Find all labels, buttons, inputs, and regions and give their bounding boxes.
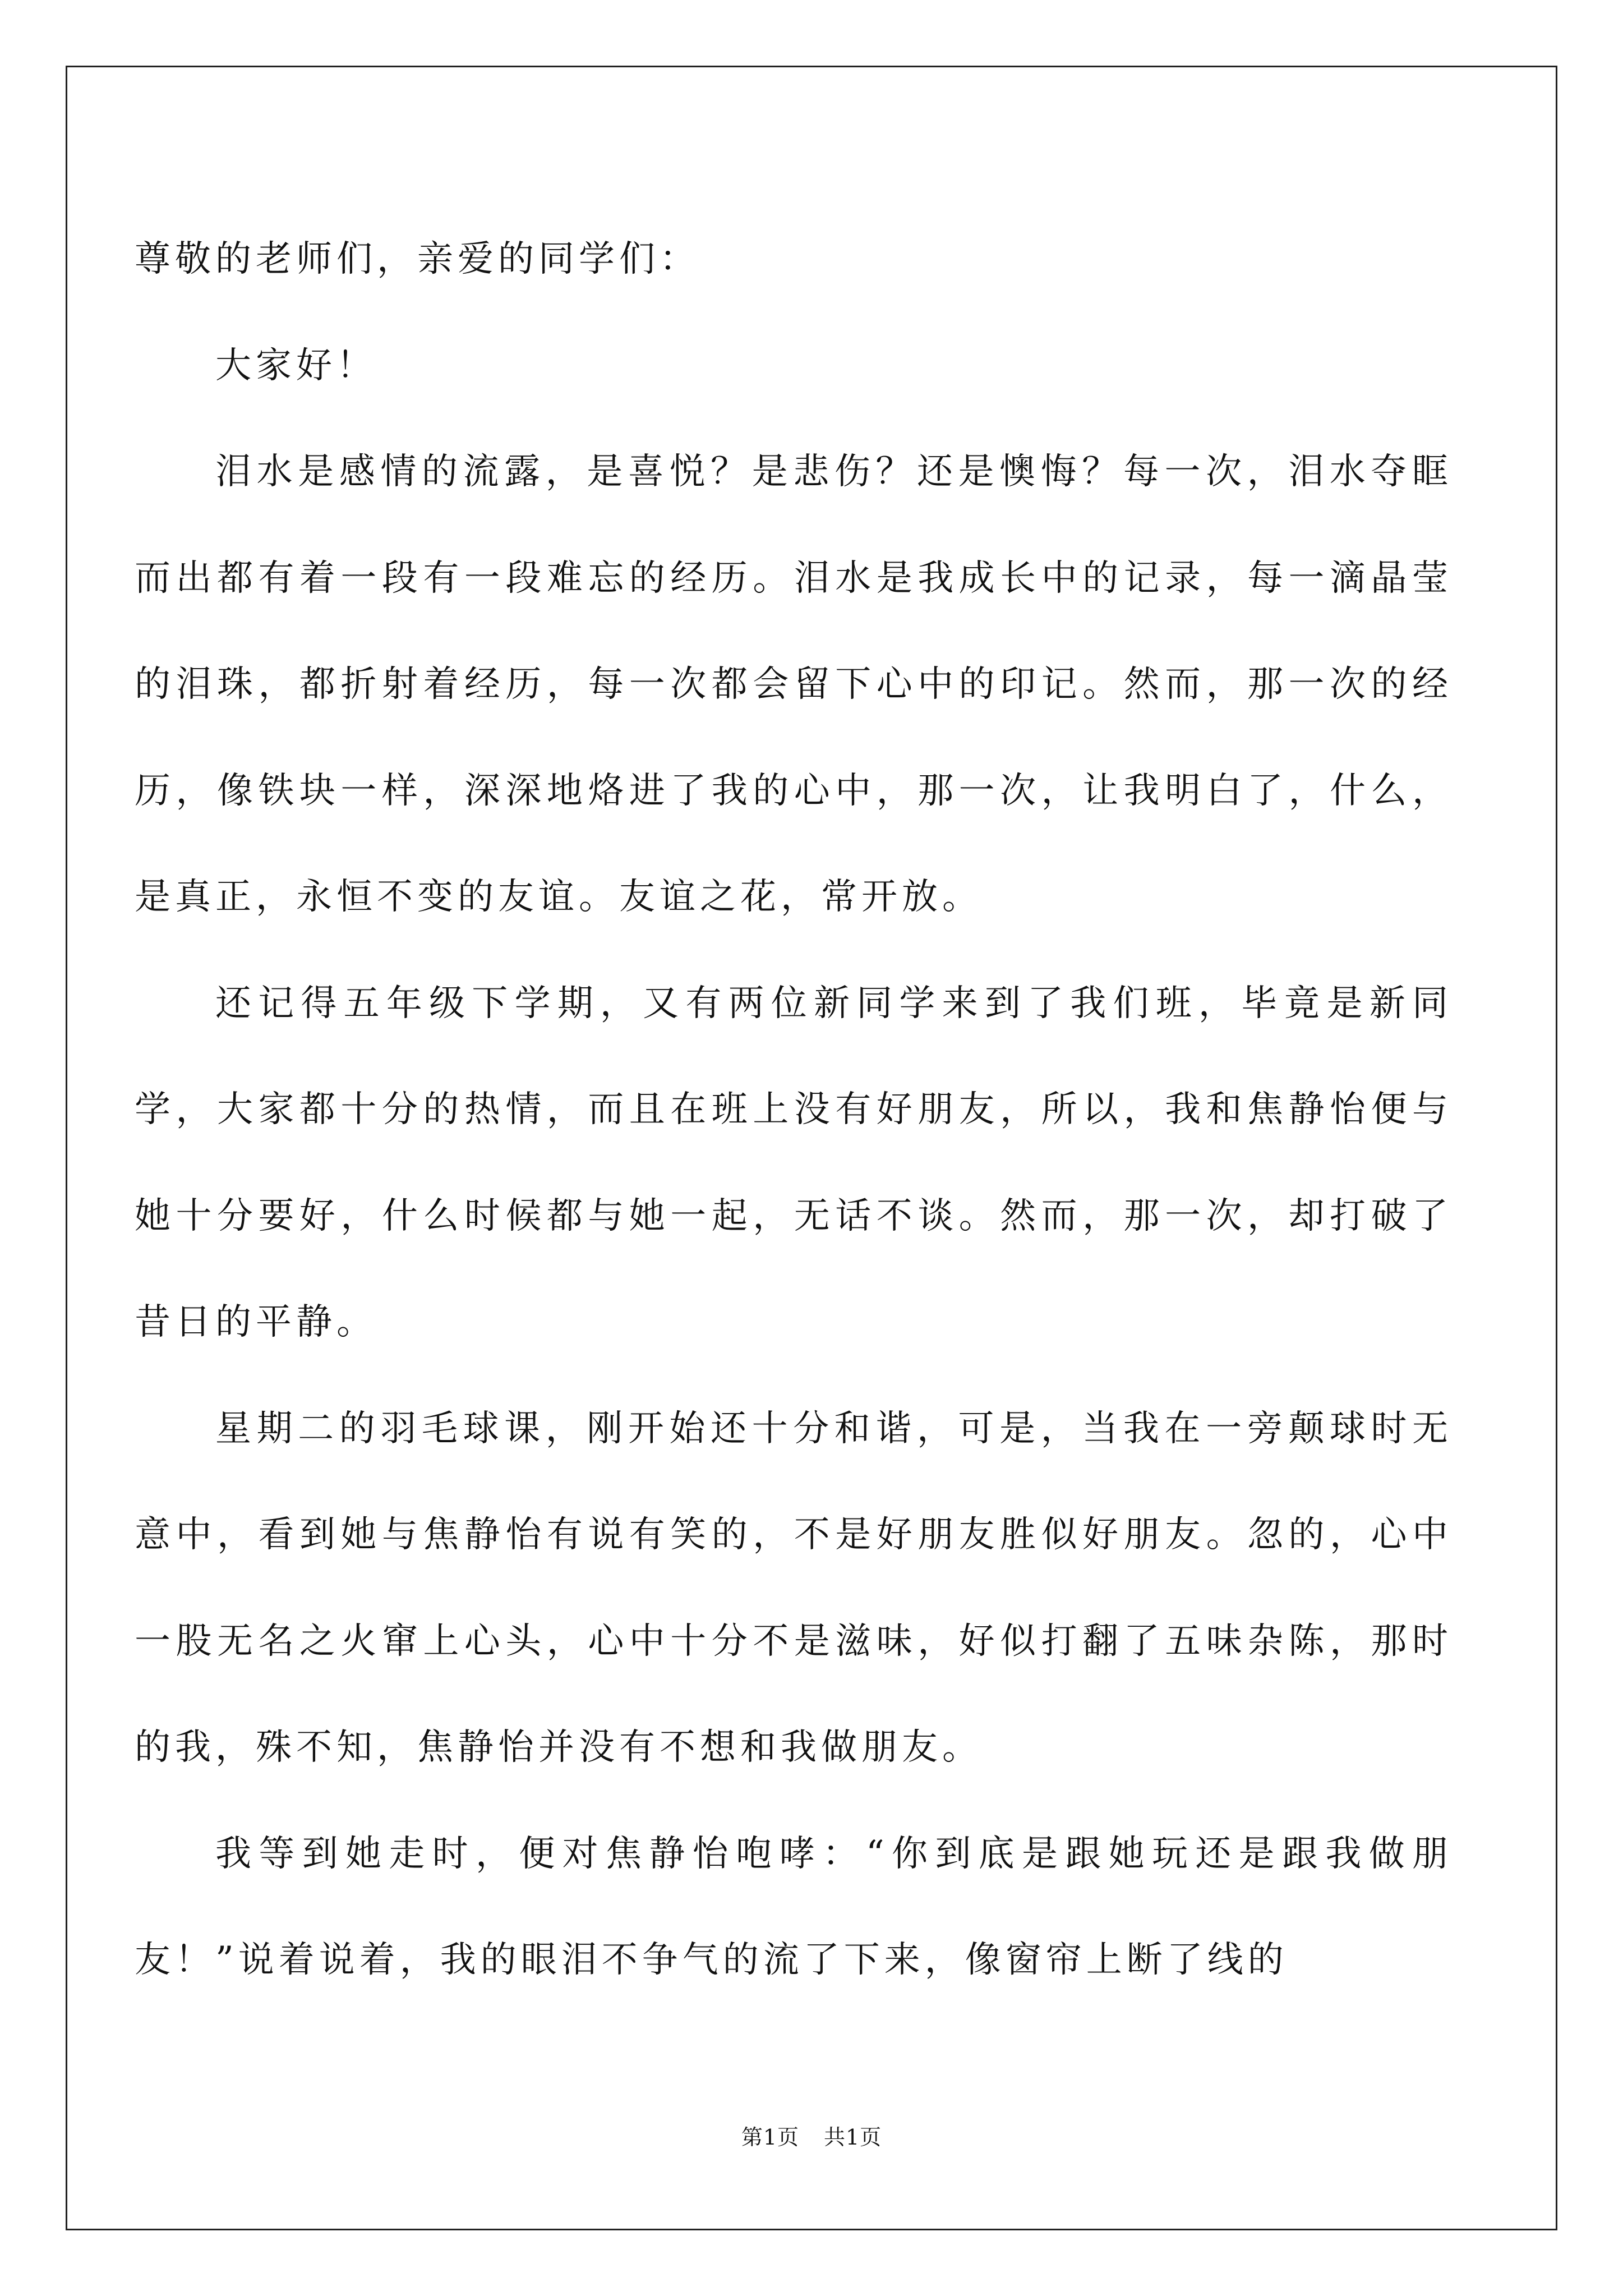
- document-body: [135, 206, 1453, 2014]
- paragraph-new-classmates: 还记得五年级下学期，又有两位新同学来到了我们班，毕竟是新同学，大家都十分的热情，而且在班上没有好朋友，所以，我和焦静怡便与她十分要好，什么时候都与她一起，无话不谈。然而，那一次，却打破了昔日的平静。: [135, 982, 1453, 1343]
- page-number: 第1页: [741, 2125, 799, 2150]
- paragraph-confrontation: 我等到她走时，便对焦静怡咆哮：“你到底是跟她玩还是跟我做朋友！”说着说着，我的眼泪不争气的流了下来，像窗帘上断了线的: [135, 1833, 1453, 1981]
- page-footer: [0, 2123, 1623, 2151]
- paragraph-greeting: 大家好！: [215, 344, 377, 386]
- page-total: 共1页: [824, 2125, 882, 2150]
- paragraph-badminton-class: 星期二的羽毛球课，刚开始还十分和谐，可是，当我在一旁颠球时无意中，看到她与焦静怡有说有笑的，不是好朋友胜似好朋友。忽的，心中一股无名之火窜上心头，心中十分不是滋味，好似打翻了五味杂陈，那时的我，殊不知，焦静怡并没有不想和我做朋友。: [135, 1407, 1453, 1768]
- paragraph-tears: 泪水是感情的流露，是喜悦？是悲伤？还是懊悔？每一次，泪水夺眶而出都有着一段有一段难忘的经历。泪水是我成长中的记录，每一滴晶莹的泪珠，都折射着经历，每一次都会留下心中的印记。然而，那一次的经历，像铁块一样，深深地烙进了我的心中，那一次，让我明白了，什么，是真正，永恒不变的友谊。友谊之花，常开放。: [135, 451, 1453, 918]
- salutation: 尊敬的老师们，亲爱的同学们：: [135, 238, 700, 280]
